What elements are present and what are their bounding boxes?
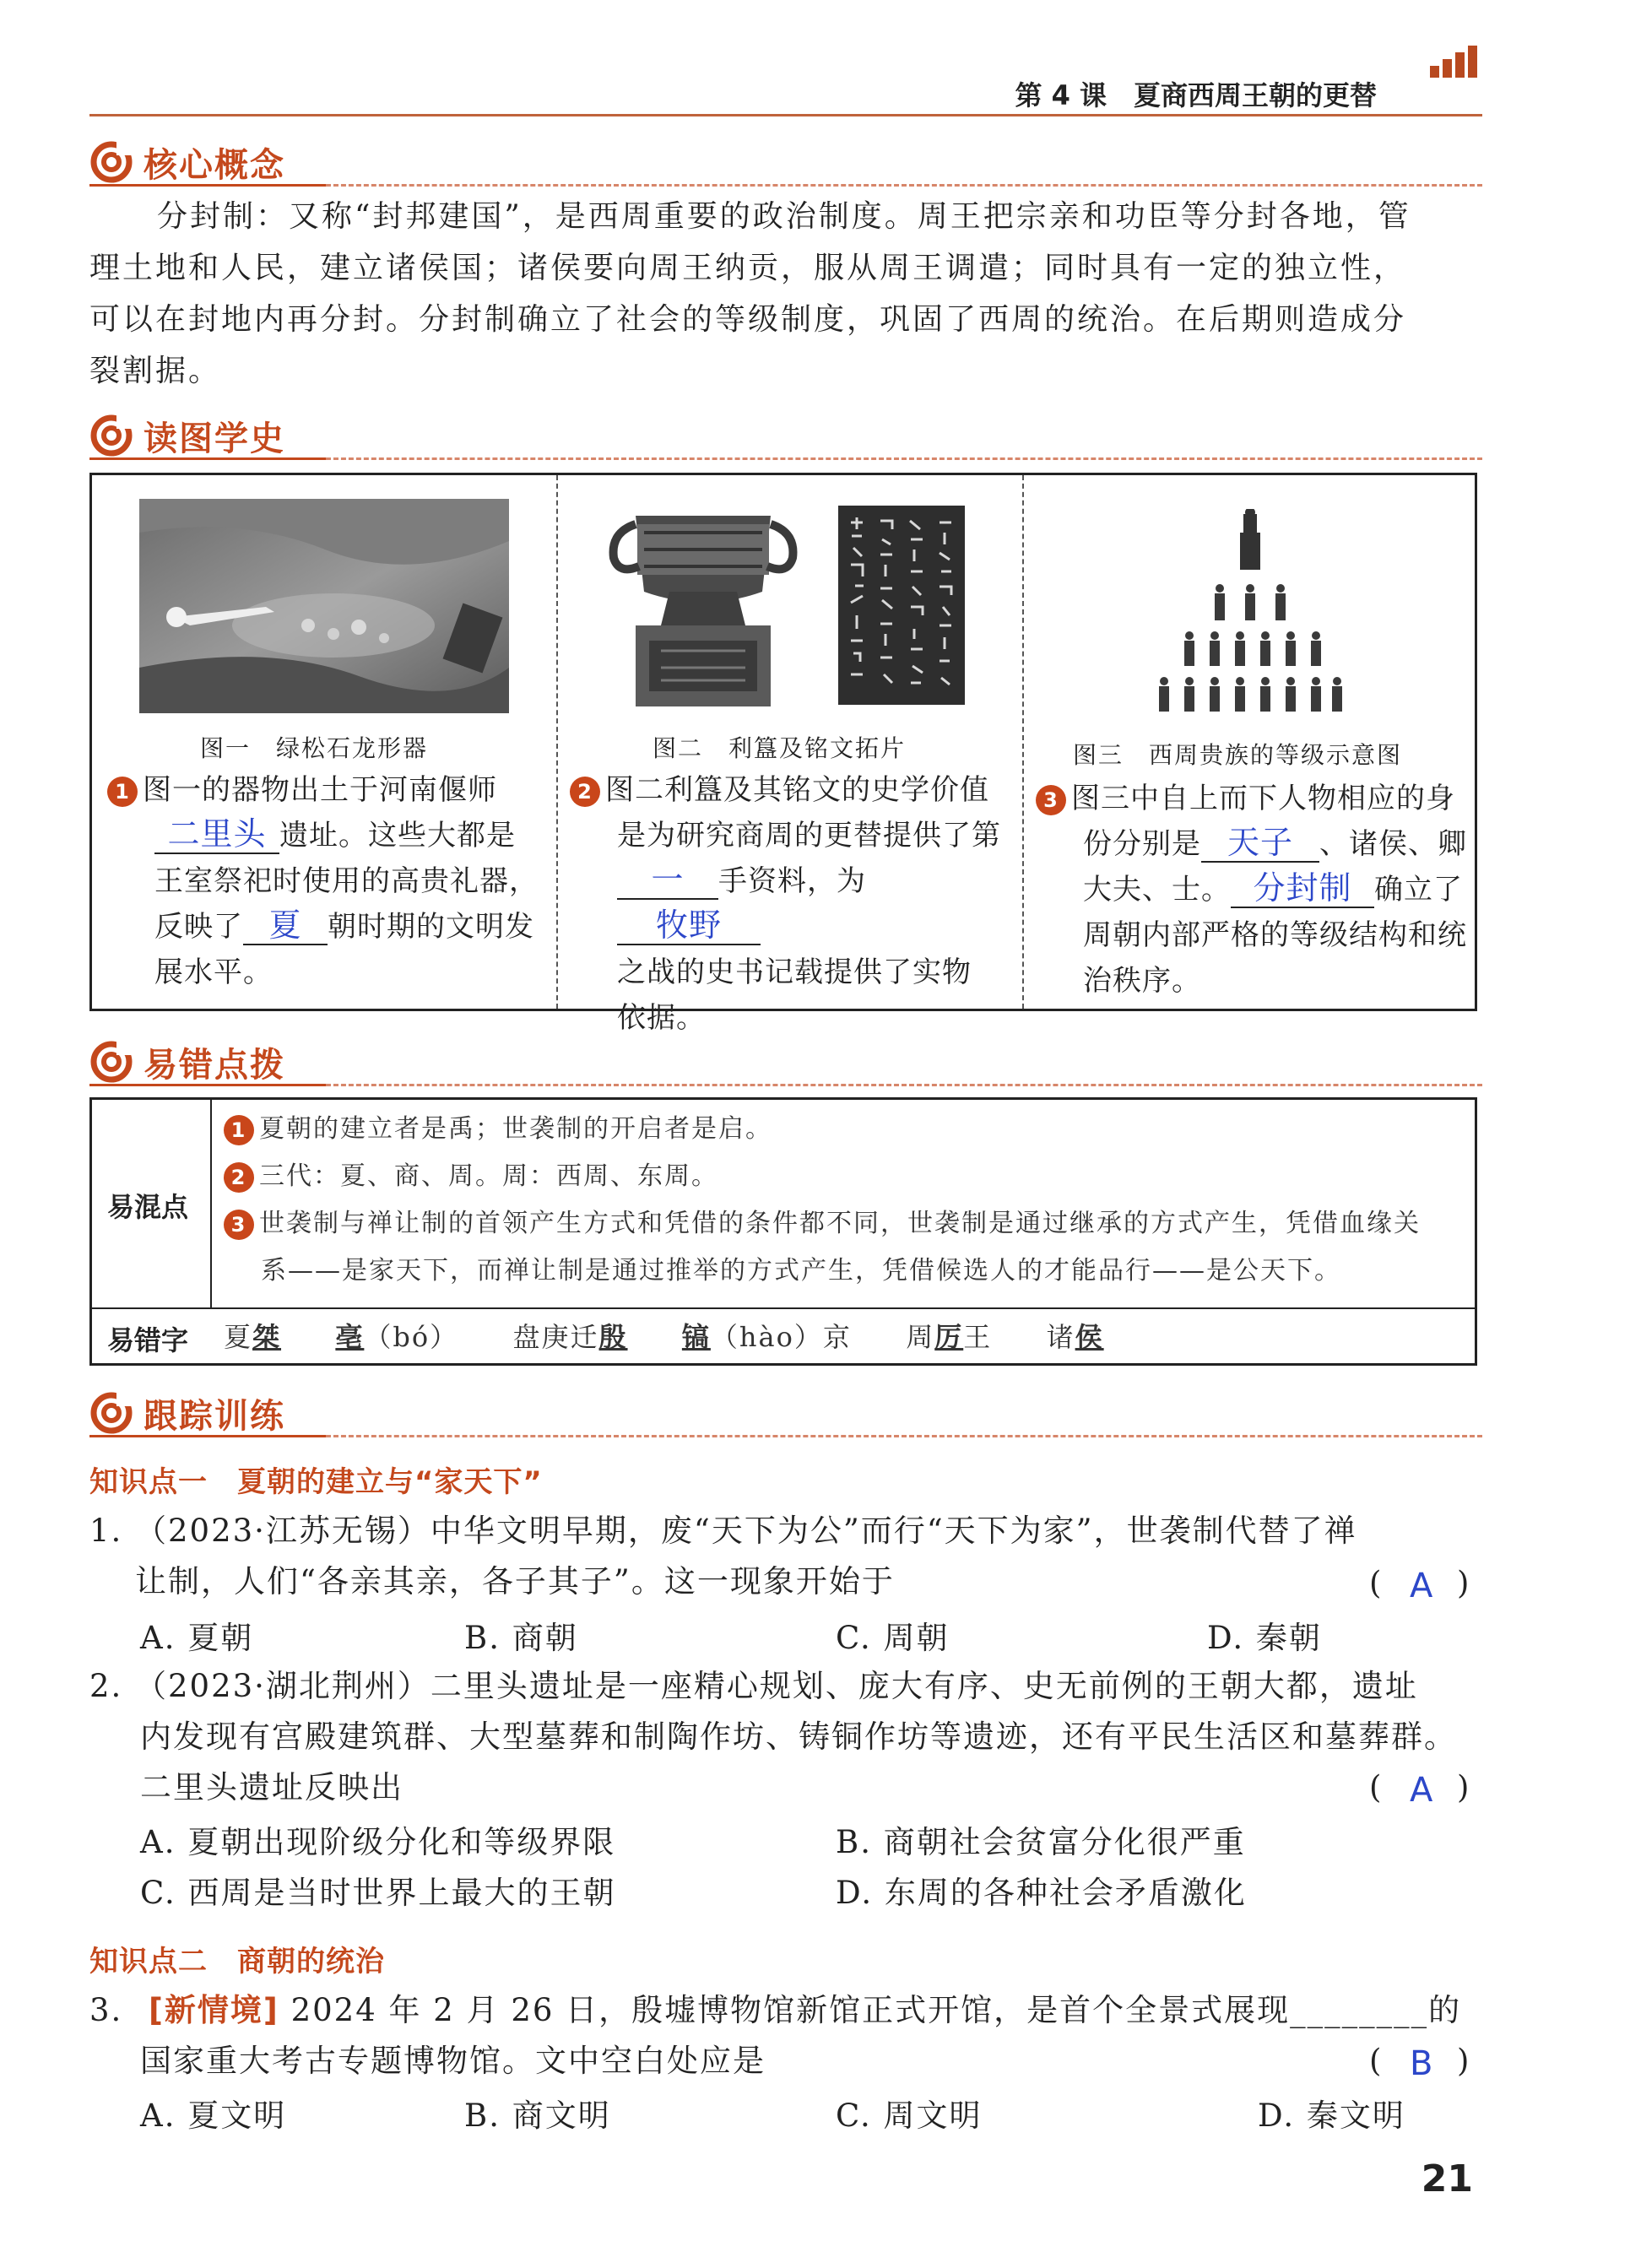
answer-bracket: ( <box>1369 1769 1382 1805</box>
answer: A <box>1410 1771 1433 1810</box>
lesson-title: 第 4 课 夏商西周王朝的更替 <box>1015 79 1377 111</box>
error-item: 2 三代：夏、商、周。周：西周、东周。 <box>224 1156 718 1198</box>
error-item-cont: 系——是家天下，而禅让制是通过推举的方式产生，凭借候选人的才能品行——是公天下。 <box>261 1256 1341 1286</box>
section-error <box>89 1037 285 1087</box>
header-rule <box>89 114 1482 116</box>
question-text: 内发现有宫殿建筑群、大型墓葬和制陶作坊、铸铜作坊等遗迹，还有平民生活区和墓葬群。 <box>140 1719 1457 1755</box>
option[interactable]: C. 周文明 <box>836 2097 983 2134</box>
figure-caption: 图三 西周贵族的等级示意图 <box>1073 741 1403 769</box>
page-number: 21 <box>1421 2157 1473 2200</box>
section-track <box>89 1388 285 1438</box>
hierarchy-figures-image <box>1157 509 1343 720</box>
column-divider <box>1022 475 1024 1009</box>
core-text-line: 理土地和人民，建立诸侯国；诸侯要向周王纳贡，服从周王调遣；同时具有一定的独立性， <box>89 251 1407 285</box>
typo-list: 夏桀 亳（bó） 盘庚迁殷 镐（hào）京 周厉王 诸侯 <box>224 1321 1104 1353</box>
answer-blank: 夏 <box>243 907 328 945</box>
section-core <box>89 137 285 187</box>
answer-bracket: ) <box>1457 1565 1470 1601</box>
option[interactable]: B. 商文明 <box>464 2097 611 2134</box>
turquoise-dragon-photo <box>139 499 509 713</box>
number-badge: 1 <box>107 777 138 807</box>
knowledge-point-1: 知识点一 夏朝的建立与“家天下” <box>89 1465 543 1499</box>
section-underline <box>89 457 326 460</box>
option[interactable]: C. 西周是当时世界上最大的王朝 <box>140 1875 616 1911</box>
fig1-text: 1 图一的器物出土于河南偃师 二里头 遗址。这些大都是 王室祭祀时使用的高贵礼器， 反映了 夏 朝时期的文明发 展水平。 <box>107 767 546 995</box>
option[interactable]: D. 东周的各种社会矛盾激化 <box>836 1875 1247 1911</box>
option[interactable]: A. 夏朝 <box>140 1620 254 1656</box>
spiral-icon <box>89 1040 133 1084</box>
inscription-rubbing-image <box>838 506 965 705</box>
number-badge: 2 <box>570 777 600 807</box>
question-text: 国家重大考古专题博物馆。文中空白处应是 <box>140 2043 766 2079</box>
question-text: （2023·湖北荆州）二里头遗址是一座精心规划、庞大有序、史无前例的王朝大都，遗址 <box>135 1668 1418 1704</box>
answer: A <box>1410 1567 1433 1605</box>
spiral-icon <box>89 1391 133 1435</box>
column-divider <box>556 475 558 1009</box>
answer-blank: 一 <box>617 861 718 900</box>
question-text: （2023·江苏无锡）中华文明早期，废“天下为公”而行“天下为家”，世袭制代替了禅 <box>135 1513 1357 1549</box>
section-divider <box>326 457 1482 460</box>
row-divider <box>92 1307 1475 1309</box>
answer-blank: 牧野 <box>617 907 761 945</box>
error-item: 3 世袭制与禅让制的首领产生方式和凭借的条件都不同，世袭制是通过继承的方式产生，凭借血缘关 <box>224 1203 1421 1245</box>
question-text: 让制，人们“各亲其亲，各子其子”。这一现象开始于 <box>135 1563 895 1600</box>
typo-label: 易错字 <box>107 1324 189 1356</box>
figure-caption: 图二 利簋及铭文拓片 <box>653 734 907 762</box>
section-read <box>89 410 285 461</box>
ligui-vessel-photo <box>602 499 804 713</box>
option[interactable]: D. 秦朝 <box>1207 1620 1322 1656</box>
answer: B <box>1410 2044 1433 2083</box>
core-text-line: 裂割据。 <box>89 354 222 388</box>
answer-blank: 二里头 <box>154 815 279 854</box>
option[interactable]: C. 周朝 <box>836 1620 950 1656</box>
section-underline <box>89 184 326 187</box>
section-divider <box>326 1084 1482 1086</box>
number-badge: 3 <box>1036 785 1066 815</box>
section-divider <box>326 184 1482 187</box>
section-underline <box>89 1084 326 1086</box>
core-text-line: 分封制：又称“封邦建国”，是西周重要的政治制度。周王把宗亲和功臣等分封各地，管 <box>157 199 1411 234</box>
option[interactable]: A. 夏文明 <box>140 2097 287 2134</box>
answer-bracket: ) <box>1457 1769 1470 1805</box>
option[interactable]: A. 夏朝出现阶级分化和等级界限 <box>140 1824 616 1860</box>
core-text-line: 可以在封地内再分封。分封制确立了社会的等级制度，巩固了西周的统治。在后期则造成分 <box>89 302 1407 337</box>
figure-caption: 图一 绿松石龙形器 <box>200 734 429 762</box>
column-divider <box>210 1100 212 1307</box>
answer-blank: 分封制 <box>1231 869 1374 908</box>
fig2-text: 2 图二利簋及其铭文的史学价值 是为研究商周的更替提供了第 一 手资料，为牧野 之战的史书记载提供了实物 依据。 <box>570 767 1009 1041</box>
section-title: 读图学史 <box>144 419 285 458</box>
section-title: 核心概念 <box>144 145 285 185</box>
answer-bracket: ) <box>1457 2043 1470 2079</box>
section-underline <box>89 1435 326 1437</box>
read-images-box <box>89 473 1477 1035</box>
error-item: 1 夏朝的建立者是禹；世袭制的开启者是启。 <box>224 1108 772 1150</box>
section-divider <box>326 1435 1482 1437</box>
spiral-icon <box>89 140 133 184</box>
confusing-label: 易混点 <box>107 1191 189 1223</box>
option[interactable]: D. 秦文明 <box>1258 2097 1405 2134</box>
spiral-icon <box>89 414 133 457</box>
answer-blank: 天子 <box>1201 824 1319 863</box>
error-points-box <box>89 1097 1477 1366</box>
answer-bracket: ( <box>1369 1565 1382 1601</box>
question-text: [新情境] 2024 年 2 月 26 日，殷墟博物馆新馆正式开馆，是首个全景式展现________的 <box>149 1992 1462 2028</box>
knowledge-point-2: 知识点二 商朝的统治 <box>89 1945 385 1978</box>
answer-bracket: ( <box>1369 2043 1382 2079</box>
question-number: 2. <box>89 1668 123 1704</box>
fig3-text: 3 图三中自上而下人物相应的身 份分别是 天子 、诸侯、卿 大夫、士。 分封制 确立了 周朝内部严格的等级结构和统 治秩序。 <box>1036 776 1475 1004</box>
section-title: 易错点拨 <box>144 1045 285 1085</box>
question-text: 二里头遗址反映出 <box>140 1769 403 1805</box>
question-number: 3. <box>89 1992 123 2028</box>
option[interactable]: B. 商朝 <box>464 1620 578 1656</box>
section-title: 跟踪训练 <box>144 1396 285 1436</box>
option[interactable]: B. 商朝社会贫富分化很严重 <box>836 1824 1246 1860</box>
new-context-tag: [新情境] <box>149 1992 279 2028</box>
question-number: 1. <box>89 1513 123 1549</box>
